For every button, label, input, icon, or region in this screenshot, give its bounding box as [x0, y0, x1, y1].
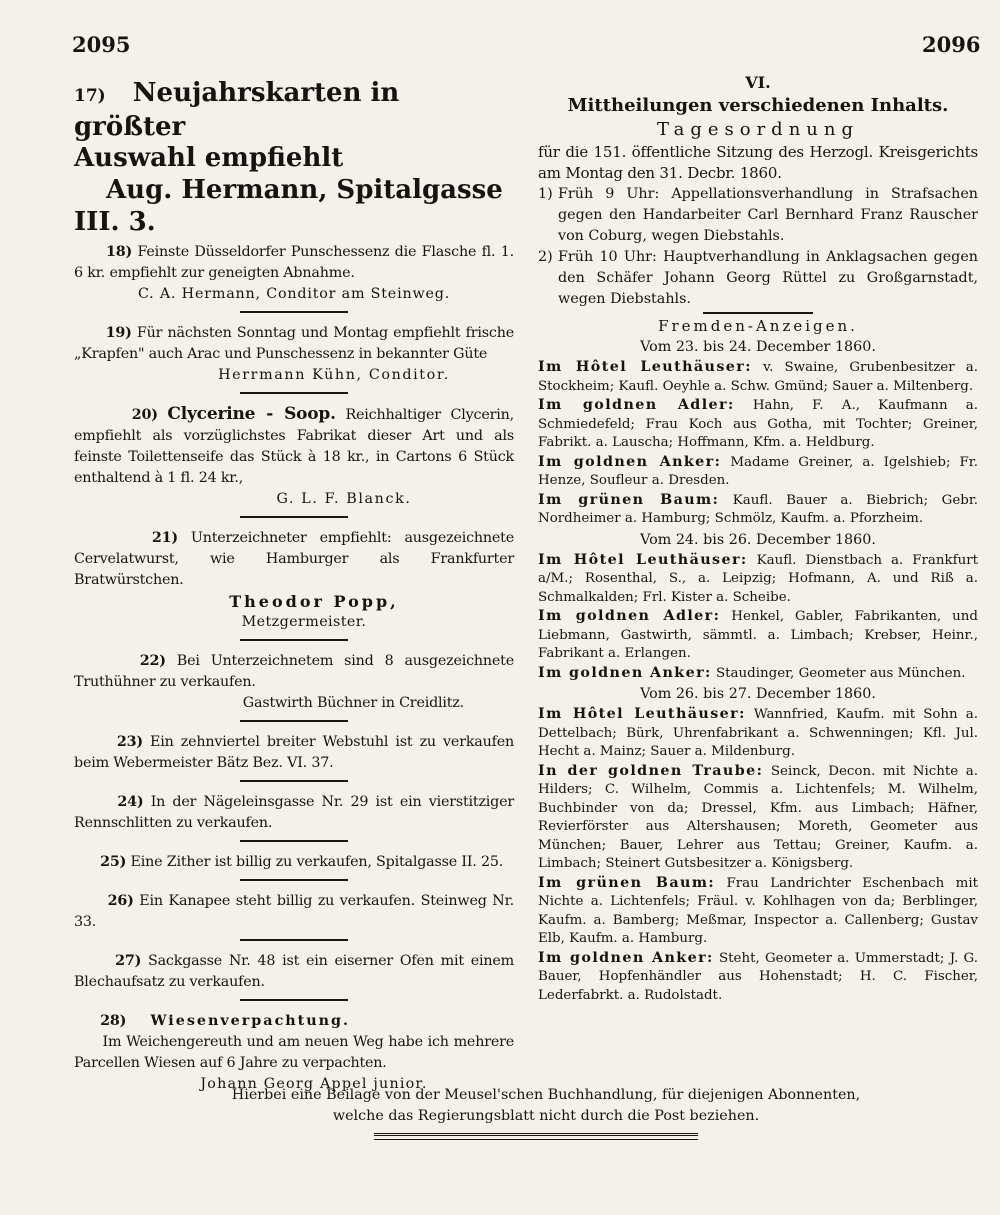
period-date: Vom 23. bis 24. December 1860.	[640, 339, 876, 355]
hotel-guests: Steht, Geometer a. Ummerstadt; J. G. Bauer, Hopfenhändler aus Hohenstadt; H. C. Fischer, Lederfabrkt. a. Rudolstadt.	[538, 950, 979, 1003]
hotel-entry	[538, 949, 978, 1006]
hotel-name: Im goldnen Adler:	[538, 397, 735, 413]
ad-27-text: Sackgasse Nr. 48 ist ein eiserner Ofen mit einem Blechaufsatz zu verkaufen.	[74, 953, 514, 990]
page-number-left: 2095	[72, 32, 131, 57]
footer-line-2: welche das Regierungsblatt nicht durch die Post beziehen.	[332, 1108, 760, 1124]
hotel-entry	[538, 664, 978, 684]
left-column	[74, 72, 514, 1097]
divider	[240, 720, 348, 722]
ad-26	[74, 891, 514, 933]
ad-number: 27)	[115, 953, 142, 969]
ad-number: 28)	[100, 1013, 127, 1029]
hotel-guests: Kaufl. Dienstbach a. Frankfurt a/M.; Rosenthal, S., a. Leipzig; Hofmann, A. und Riß a. Schmalkalden; Frl. Kister a. Scheibe.	[538, 552, 978, 605]
hotel-name: Im goldnen Anker:	[538, 453, 722, 470]
divider	[240, 639, 348, 641]
hotel-entry	[538, 396, 978, 453]
agenda-item-text: Früh 9 Uhr: Appellationsverhandlung in Strafsachen gegen den Handarbeiter Carl Bernhard Franz Rauscher von Coburg, wegen Diebstahls.	[558, 186, 978, 244]
hotel-guests: Hahn, F. A., Kaufmann a. Schmiedefeld; Frau Koch aus Gotha, mit Tochter; Greiner, Fabrikt. a. Lauscha; Hoffmann, Kfm. a. Heldburg.	[538, 398, 979, 450]
divider	[240, 879, 348, 881]
hotel-name: Im Hôtel Leuthäuser:	[538, 551, 748, 568]
agenda-item-text: Früh 10 Uhr: Hauptverhandlung in Anklagsachen gegen den Schäfer Johann Georg Rüttel zu Großgarnstadt, wegen Diebstahls.	[558, 249, 978, 307]
ad-21-text: Unterzeichneter empfiehlt: ausgezeichnete Cervelatwurst, wie Hamburger als Frankfurter Bratwürstchen.	[74, 530, 514, 588]
hotel-entry	[538, 705, 978, 762]
ad-21-signature: Theodor Popp,	[229, 592, 399, 611]
divider	[240, 516, 348, 518]
footer-rule	[374, 1133, 698, 1140]
ad-19-signature: Herrmann Kühn, Conditor.	[218, 367, 450, 383]
ad-26-text: Ein Kanapee steht billig zu verkaufen. Steinweg Nr. 33.	[74, 893, 514, 930]
ad-22-text: Bei Unterzeichnetem sind 8 ausgezeichnete Truthühner zu verkaufen.	[74, 653, 514, 690]
divider	[240, 840, 348, 842]
hotel-name: Im grünen Baum:	[538, 491, 720, 508]
hotel-name: Im Hôtel Leuthäuser:	[538, 706, 746, 722]
ad-23	[74, 732, 514, 774]
agenda-item-number: 1)	[538, 186, 553, 202]
ad-28-text: Im Weichengereuth und am neuen Weg habe ich mehrere Parcellen Wiesen auf 6 Jahre zu verpachten.	[74, 1034, 514, 1071]
footer-note	[136, 1085, 956, 1127]
hotel-guests: Wannfried, Kaufm. mit Sohn a. Dettelbach; Bürk, Uhrenfabrikant a. Schwenningen; Kfl. Jul. Hecht a. Mainz; Sauer a. Mildenburg.	[538, 707, 978, 759]
agenda-item	[538, 184, 978, 247]
ad-21	[74, 528, 514, 633]
hotel-name: Im goldnen Adler:	[538, 608, 721, 624]
ad-18-signature: C. A. Hermann, Conditor am Steinweg.	[137, 286, 451, 302]
ad-28	[74, 1011, 514, 1095]
ad-17	[74, 78, 514, 238]
period-date: Vom 24. bis 26. December 1860.	[640, 531, 876, 548]
ad-20-text: Reichhaltiger Clycerin, empfiehlt als vorzüglichstes Fabrikat dieser Art und als feinste Toilettenseife das Stück à 18 kr., in Cartons 6 Stück enthaltend à 1 fl. 24 kr.,	[74, 407, 514, 486]
page-number-right: 2096	[922, 32, 981, 57]
visitor-list	[538, 336, 978, 1005]
hotel-entry	[538, 551, 978, 608]
agenda-intro: für die 151. öffentliche Sitzung des Herzogl. Kreisgerichts am Montag den 31. Decbr. 1860.	[538, 143, 978, 182]
ad-25-text: Eine Zither ist billig zu verkaufen, Spitalgasse II. 25.	[130, 854, 504, 870]
section-title: Mittheilungen verschiedenen Inhalts.	[567, 95, 949, 116]
divider	[703, 312, 813, 314]
hotel-entry	[538, 358, 978, 396]
hotel-guests: Seinck, Decon. mit Nichte a. Hilders; C. Wilhelm, Commis a. Lichtenfels; M. Wilhelm, Buchbinder von da; Dressel, Kfm. aus Limbach; Häfner, Revierförster aus Altershausen; Moreth, Geometer aus München; Bauer, Lehrer aus Tettau; Greiner, Kaufm. a. Limbach; Steinert Gutsbesitzer a. Königsberg.	[538, 763, 978, 871]
agenda-title: Tagesordnung	[656, 119, 860, 140]
ad-25	[74, 852, 514, 873]
ad-20-headline: Clycerine - Soop.	[167, 404, 336, 424]
divider	[240, 999, 348, 1001]
visitors-title: Fremden-Anzeigen.	[658, 317, 858, 335]
ad-24-text: In der Nägeleinsgasse Nr. 29 ist ein vierstitziger Rennschlitten zu verkaufen.	[74, 794, 514, 831]
ad-24	[74, 792, 514, 834]
ad-20-signature: G. L. F. Blanck.	[276, 491, 412, 507]
hotel-name: Im goldnen Anker:	[538, 664, 712, 681]
ad-number: 21)	[151, 530, 178, 546]
divider	[240, 939, 348, 941]
ad-number: 24)	[117, 794, 144, 810]
hotel-entry	[538, 607, 978, 664]
ad-28-title: Wiesenverpachtung.	[150, 1013, 351, 1029]
ad-22	[74, 651, 514, 714]
ad-number: 22)	[139, 653, 166, 669]
hotel-entry	[538, 491, 978, 529]
ad-number: 23)	[116, 734, 143, 750]
divider	[240, 780, 348, 782]
agenda-item-number: 2)	[538, 249, 553, 265]
hotel-guests: Madame Greiner, a. Igelshieb; Fr. Henze, Soufleur a. Dresden.	[538, 454, 978, 488]
period-date: Vom 26. bis 27. December 1860.	[640, 686, 876, 702]
ad-number: 19)	[105, 325, 132, 341]
ad-number: 18)	[106, 244, 133, 260]
hotel-guests: Frau Landrichter Eschenbach mit Nichte a. Lichtenfels; Fräul. v. Kohlhagen von da; Berblinger, Kaufm. a. Bamberg; Meßmar, Inspector a. Callenberg; Gustav Elb, Kaufm. a. Hamburg.	[538, 875, 978, 946]
ad-20	[74, 404, 514, 510]
ad-19-text: Für nächsten Sonntag und Montag empfiehlt frische „Krapfen" auch Arac und Punschessenz in bekannter Güte	[74, 325, 514, 362]
hotel-entry	[538, 874, 978, 949]
ad-19	[74, 323, 514, 386]
hotel-name: In der goldnen Traube:	[538, 762, 764, 779]
ad-number: 25)	[100, 854, 127, 870]
hotel-guests: Staudinger, Geometer aus München.	[715, 665, 966, 681]
ad-18	[74, 242, 514, 305]
ad-18-text: Feinste Düsseldorfer Punschessenz die Flasche fl. 1. 6 kr. empfiehlt zur geneigten Abnahme.	[74, 244, 514, 281]
hotel-entry	[538, 453, 978, 491]
hotel-name: Im grünen Baum:	[538, 874, 716, 891]
divider	[240, 311, 348, 313]
hotel-guests: Kaufl. Bauer a. Biebrich; Gebr. Nordheimer a. Hamburg; Schmölz, Kaufm. a. Pforzheim.	[538, 492, 979, 526]
ad-17-line1: Neujahrskarten in größter	[74, 78, 400, 142]
ad-number: 17)	[74, 86, 106, 106]
hotel-guests: v. Swaine, Grubenbesitzer a. Stockheim; Kaufl. Oeyhle a. Schw. Gmünd; Sauer a. Miltenberg.	[538, 360, 979, 394]
ad-22-signature: Gastwirth Büchner in Creidlitz.	[242, 695, 464, 711]
ad-17-line2: Auswahl empfiehlt	[74, 143, 344, 173]
right-column	[538, 72, 978, 1005]
ad-17-signature: Aug. Hermann, Spitalgasse III. 3.	[74, 175, 503, 237]
divider	[240, 392, 348, 394]
agenda-item	[538, 247, 978, 310]
hotel-guests: Henkel, Gabler, Fabrikanten, und Liebmann, Gastwirth, sämmtl. a. Limbach; Krebser, Heinr., Fabrikant a. Erlangen.	[538, 609, 978, 661]
hotel-name: Im Hôtel Leuthäuser:	[538, 359, 752, 375]
hotel-name: Im goldnen Anker:	[538, 949, 714, 966]
ad-number: 26)	[107, 893, 134, 909]
ad-23-text: Ein zehnviertel breiter Webstuhl ist zu verkaufen beim Webermeister Bätz Bez. VI. 37.	[74, 734, 514, 771]
section-number: VI.	[745, 73, 771, 92]
ad-27	[74, 951, 514, 993]
ad-28-signature: Johann Georg Appel junior.	[200, 1076, 428, 1092]
agenda-list	[538, 184, 978, 310]
hotel-entry	[538, 762, 978, 874]
footer-line-1: Hierbei eine Beilage von der Meusel'schen Buchhandlung, für diejenigen Abonnenten,	[231, 1087, 861, 1103]
ad-number: 20)	[131, 407, 158, 423]
ad-21-signature-title: Metzgermeister.	[241, 614, 367, 630]
